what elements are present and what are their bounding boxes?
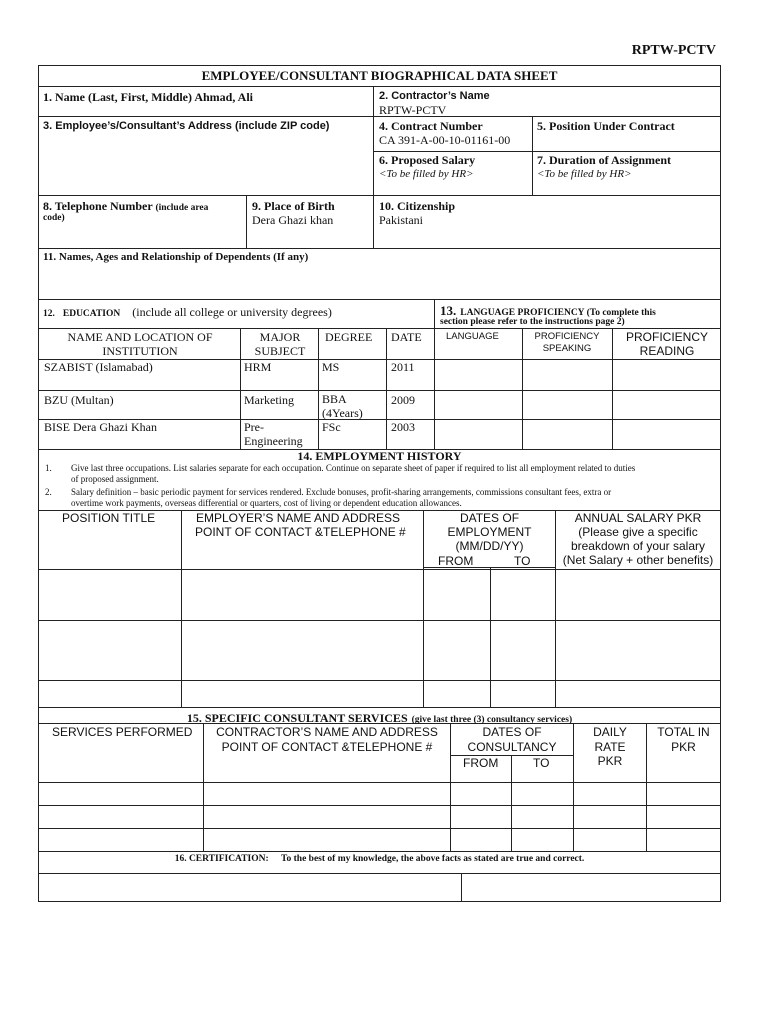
rule-svc-1 [38,805,721,806]
s4-contract-label: 4. Contract Number [379,119,483,133]
rule-s11 [38,299,721,300]
emp-header-employer-line1: EMPLOYER’S NAME AND ADDRESS [196,511,401,525]
vline-s5 [532,116,533,196]
emp-header-to: TO [514,554,531,568]
form-title: EMPLOYEE/CONSULTANT BIOGRAPHICAL DATA SHEET [201,68,558,83]
s16-text: To the best of my knowledge, the above facts as stated are true and correct. [281,854,585,864]
edu-row-3-major: Pre-Engineering [244,420,303,448]
s3-address-label: 3. Employee’s/Consultant’s Address (include ZIP code) [43,120,330,132]
rule-emp-header [38,569,721,570]
s2-contractor-label: 2. Contractor’s Name [379,90,490,102]
lang-header-reading: PROFICIENCY READING [625,330,708,358]
svc-header-total-line1: TOTAL IN [657,725,710,739]
document-code: RPTW-PCTV [631,43,716,58]
lang-header-speaking: PROFICIENCY SPEAKING [534,331,600,354]
s15-note: (give last three (3) consultancy services) [411,715,573,725]
edu-row-1-date: 2011 [391,360,415,374]
emp-header-dates-line1: DATES OF [459,511,520,525]
rule-emp-2 [38,680,721,681]
outer-border-top [38,65,721,66]
edu-header-major: MAJOR SUBJECT [254,330,306,358]
s8-telephone-note: (include area [155,203,209,213]
emp-header-from: FROM [438,554,474,568]
svc-header-to: TO [533,756,550,770]
vline-s9 [246,195,247,249]
vline-edu-date [386,328,387,450]
edu-row-3-institution: BISE Dera Ghazi Khan [44,420,157,434]
s14-note2: Salary definition – basic periodic payment for services rendered. Exclude bonuses, profit-sharing arrangements, commissions consultant fees, extra or [71,487,612,497]
s9-birthplace-value: Dera Ghazi khan [252,213,334,227]
edu-row-1-major: HRM [244,360,272,374]
rule-svc-3 [38,851,721,852]
vline-edu-major [240,328,241,450]
s14-note1: Give last three occupations. List salaries separate for each occupation. Continue on separate sheet of paper if required to list all employment related to duties [71,463,636,473]
outer-border-bottom [38,901,721,902]
s2-contractor-value: RPTW-PCTV [379,103,447,117]
emp-header-dates-line3: (MM/DD/YY) [455,539,524,553]
s12-note: (include all college or university degrees) [132,305,332,319]
edu-row-3-degree: FSc [322,420,341,434]
s8-telephone-label [43,199,208,214]
s10-citizenship-value: Pakistani [379,213,423,227]
edu-row-2-major: Marketing [244,393,294,407]
s4-contract-value: CA 391-A-00-10-01161-00 [379,133,511,147]
svc-header-contractor-line2: POINT OF CONTACT &TELEPHONE # [221,740,433,754]
s14-title: 14. EMPLOYMENT HISTORY [297,449,462,463]
s14-note1b: of proposed assignment. [71,474,159,484]
svc-header-from: FROM [463,756,499,770]
emp-header-dates-line2: EMPLOYMENT [447,525,532,539]
s7-duration-value: <To be filled by HR> [537,168,632,180]
s16-certification [38,854,721,864]
s9-birthplace-label: 9. Place of Birth [252,199,335,213]
svc-header-services: SERVICES PERFORMED [52,725,193,739]
svc-header-rate-line1: DAILY [593,725,627,739]
outer-border-left [38,65,39,902]
s6-salary-value: <To be filled by HR> [379,168,474,180]
svc-header-rate-line3: PKR [597,754,623,768]
edu-header-institution: NAME AND LOCATION OF INSTITUTION [67,330,213,358]
rule-title [38,86,721,87]
rule-svc-2 [38,828,721,829]
vline-emp-position [181,510,182,708]
emp-header-salary-line1: ANNUAL SALARY PKR [574,511,702,525]
s13-label-line2: section please refer to the instructions page 2) [440,317,625,327]
rule-s1 [38,116,373,117]
s15-title: 15. SPECIFIC CONSULTANT SERVICES [186,711,408,725]
edu-row-3-date: 2003 [391,420,415,434]
s14-note1-number: 1. [45,463,52,473]
rule-svc-header [38,782,721,783]
s12-number: 12. [43,309,55,319]
svc-header-total-line2: PKR [671,740,696,754]
s6-salary-label: 6. Proposed Salary [379,153,476,167]
rule-s12 [38,328,721,329]
vline-emp-from [490,567,491,708]
emp-header-position: POSITION TITLE [62,511,156,525]
vline-svc-from [511,755,512,852]
rule-emp-3 [38,707,721,708]
s14-note2b: overtime work payments, overseas differential or quarters, cost of living or dependent education allowances. [71,498,462,508]
emp-header-salary-line4: (Net Salary + other benefits) [562,553,714,567]
edu-header-degree: DEGREE [325,330,373,344]
rule-s8 [38,248,721,249]
lang-header-language: LANGUAGE [446,331,499,342]
outer-border-right [720,65,721,902]
vline-lang-speaking [522,328,523,450]
emp-row-1-position-field[interactable] [39,621,181,680]
s14-note2-number: 2. [45,487,52,497]
emp-header-salary-line3: breakdown of your salary [570,539,706,553]
s16-label: 16. CERTIFICATION: [174,854,269,864]
s1-name-label: 1. Name (Last, First, Middle) Ahmad, Ali [43,90,253,104]
edu-row-1-degree: MS [322,360,340,374]
s10-citizenship-label: 10. Citizenship [379,199,456,213]
edu-row-2-degree: BBA (4Years) [322,392,363,420]
s13-number: 13. [440,303,457,318]
s11-dependents-label: 11. Names, Ages and Relationship of Dependents (If any) [43,251,309,263]
vline-edu-lang [434,299,435,450]
rule-edu-1 [38,390,721,391]
s8-telephone-text: 8. Telephone Number [43,199,153,213]
emp-header-employer-line2: POINT OF CONTACT &TELEPHONE # [195,525,406,539]
s5-position-label: 5. Position Under Contract [537,119,675,133]
vline-edu-degree [318,328,319,450]
edu-row-2-institution: BZU (Multan) [44,393,114,407]
signature-field[interactable] [39,874,461,901]
svc-header-rate-line2: RATE [594,740,626,754]
vline-lang-reading [612,328,613,450]
svc-header-dates-line1: DATES OF [482,725,542,739]
s12-label: EDUCATION [62,309,121,319]
edu-row-2-date: 2009 [391,393,415,407]
s12-education-heading [43,303,332,321]
edu-row-1-institution: SZABIST (Islamabad) [44,360,153,374]
rule-s3 [38,195,721,196]
s8-telephone-note2: code) [43,213,65,223]
svc-header-dates-line2: CONSULTANCY [467,740,557,754]
svc-header-contractor-line1: CONTRACTOR’S NAME AND ADDRESS [216,725,438,739]
rule-s4 [373,151,721,152]
s7-duration-label: 7. Duration of Assignment [537,153,672,167]
s13-label: LANGUAGE PROFICIENCY (To complete this [460,308,656,318]
date-field[interactable] [462,874,720,901]
vline-top-mid [373,86,374,249]
edu-header-date: DATE [391,330,422,344]
emp-header-salary-line2: (Please give a specific [578,525,698,539]
